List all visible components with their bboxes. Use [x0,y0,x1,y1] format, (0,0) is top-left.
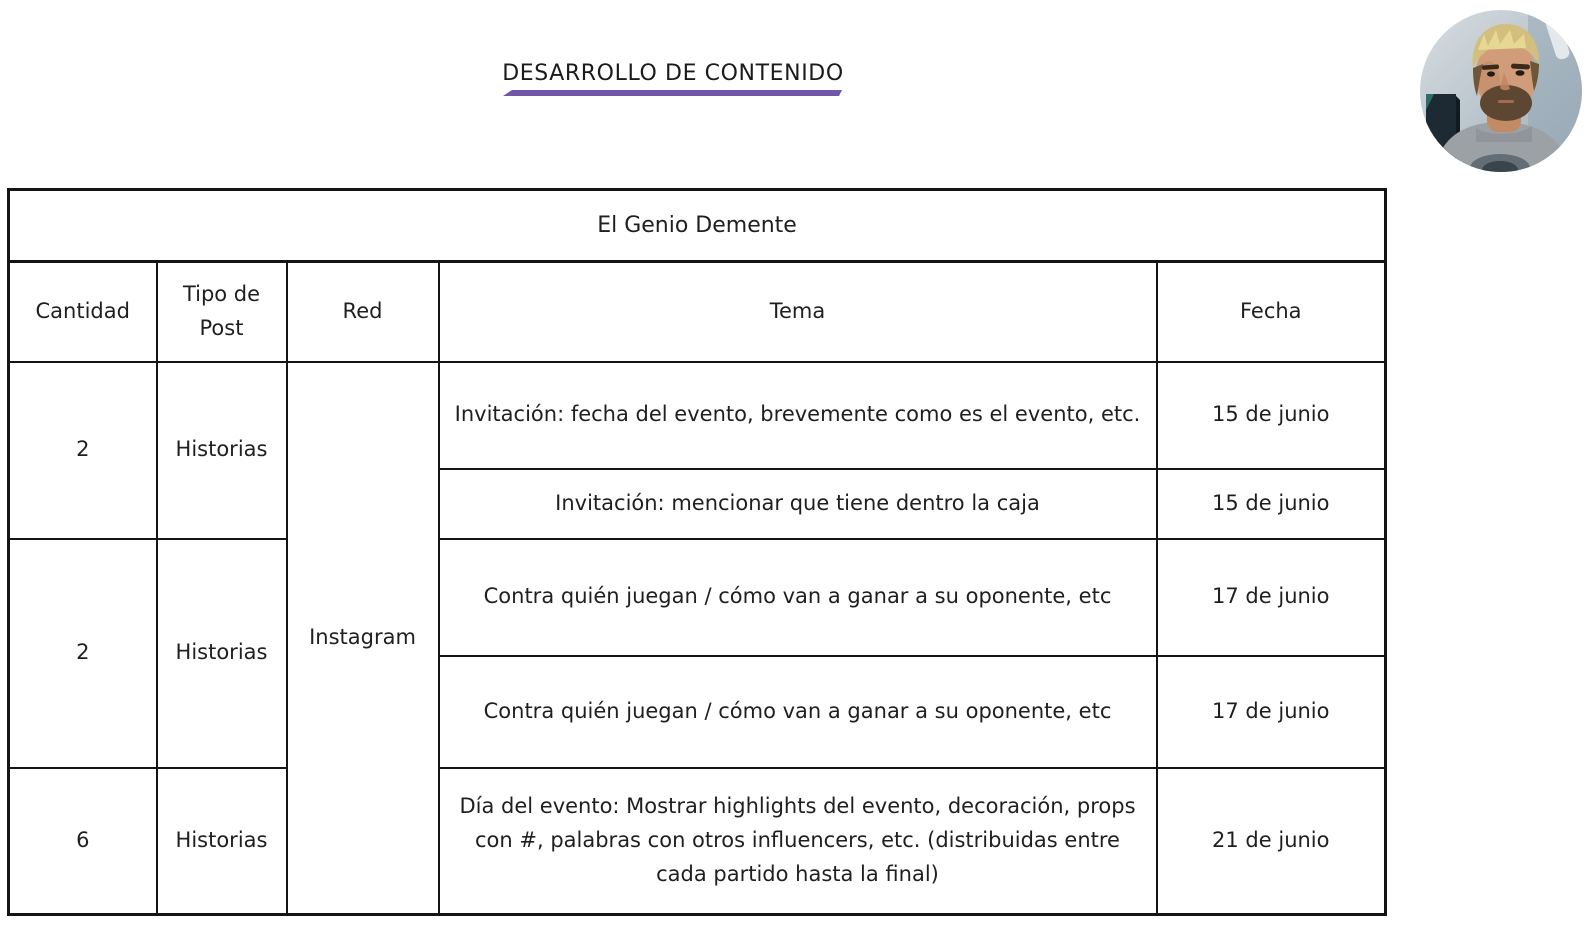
profile-avatar [1420,10,1582,172]
col-header-tipo-de-post: Tipo de Post [157,262,287,362]
col-header-cantidad: Cantidad [9,262,157,362]
tipo-de-post-cell: Historias [157,539,287,768]
table-title: El Genio Demente [9,190,1386,262]
fecha-cell: 17 de junio [1157,656,1386,768]
profile-avatar-illustration [1420,10,1582,172]
table-row [9,768,1386,915]
page-title: DESARROLLO DE CONTENIDO [502,61,844,86]
cantidad-cell: 2 [9,539,157,768]
fecha-cell: 17 de junio [1157,539,1386,656]
table-row [9,362,1386,469]
fecha-cell: 15 de junio [1157,362,1386,469]
tema-cell: Contra quién juegan / cómo van a ganar a su oponente, etc [439,656,1157,768]
col-header-red: Red [287,262,439,362]
col-header-fecha: Fecha [1157,262,1386,362]
fecha-cell: 15 de junio [1157,469,1386,539]
tipo-de-post-cell: Historias [157,768,287,915]
content-plan-table [7,188,1387,916]
tema-cell: Día del evento: Mostrar highlights del evento, decoración, props con #, palabras con otros influencers, etc. (distribuidas entre cada partido hasta la final) [439,768,1157,915]
tema-cell: Contra quién juegan / cómo van a ganar a su oponente, etc [439,539,1157,656]
red-cell: Instagram [287,362,439,915]
title-underline-bar [503,90,842,96]
col-header-tema: Tema [439,262,1157,362]
table-row [9,539,1386,656]
tipo-de-post-cell: Historias [157,362,287,539]
cantidad-cell: 2 [9,362,157,539]
tema-cell: Invitación: fecha del evento, brevemente como es el evento, etc. [439,362,1157,469]
fecha-cell: 21 de junio [1157,768,1386,915]
tema-cell: Invitación: mencionar que tiene dentro la caja [439,469,1157,539]
cantidad-cell: 6 [9,768,157,915]
